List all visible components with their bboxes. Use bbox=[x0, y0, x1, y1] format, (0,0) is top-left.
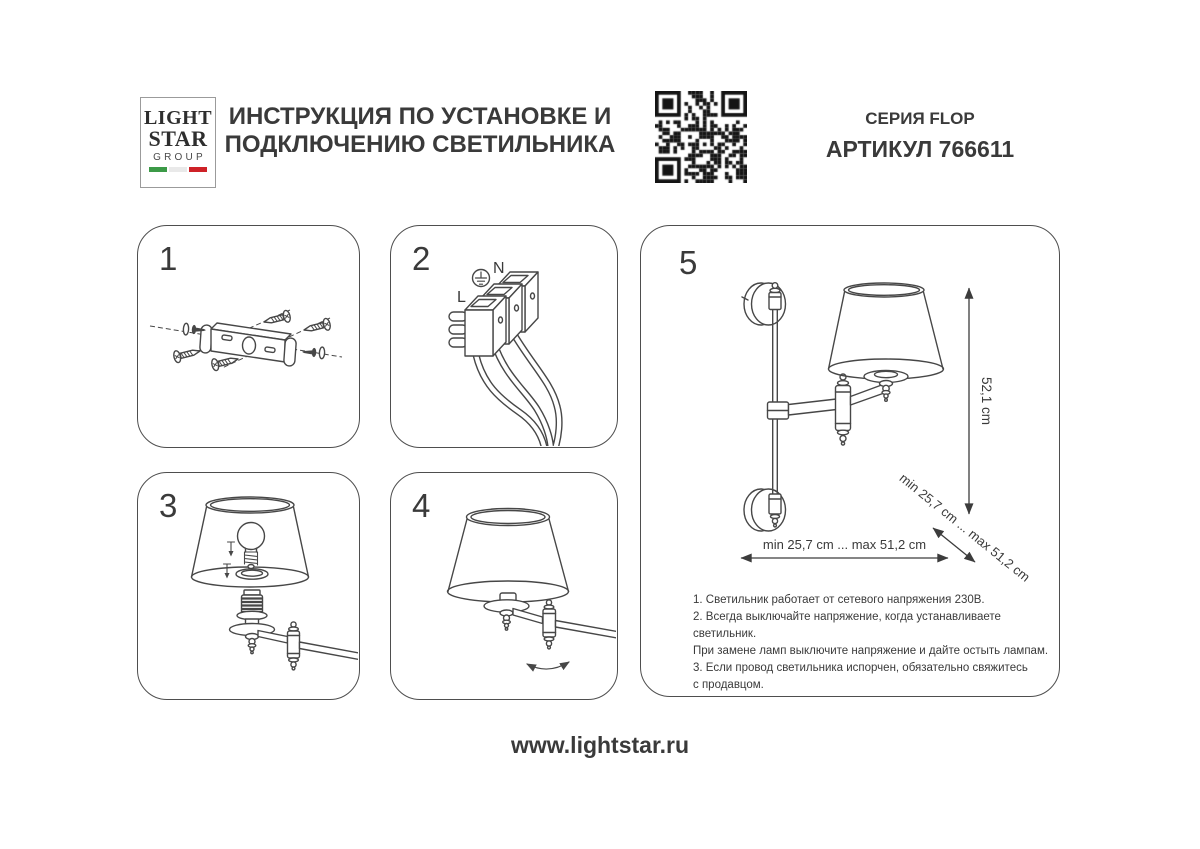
note-line: 1. Светильник работает от сетевого напряжения 230В. bbox=[693, 594, 985, 606]
hinge-post bbox=[543, 600, 556, 649]
shade-ring bbox=[236, 569, 268, 579]
arm-reach-dimension bbox=[897, 470, 1033, 584]
website-url: www.lightstar.ru bbox=[510, 732, 690, 758]
step-2-number: 2 bbox=[412, 240, 431, 277]
italian-flag-stripe bbox=[149, 167, 207, 172]
earth-ground-icon bbox=[473, 270, 490, 287]
flag-red-segment bbox=[189, 167, 207, 172]
right-anchor-bolt bbox=[302, 346, 325, 359]
first-arm bbox=[789, 399, 837, 415]
width-dimension-label: min 25,7 cm ... max 51,2 cm bbox=[762, 537, 927, 552]
step-4-panel bbox=[390, 472, 618, 700]
note-line: с продавцом. bbox=[693, 679, 764, 691]
flag-white-segment bbox=[169, 167, 187, 172]
wall-arm bbox=[556, 621, 617, 639]
lamp-shade bbox=[829, 283, 944, 379]
step-3-number: 3 bbox=[159, 487, 178, 524]
qr-code bbox=[655, 91, 747, 183]
live-wire-label: L bbox=[457, 289, 466, 306]
insert-direction-arrows bbox=[224, 542, 235, 579]
bulb-installation-diagram bbox=[138, 473, 358, 698]
bracket-mounting-diagram bbox=[138, 226, 358, 446]
step-5-number: 5 bbox=[679, 244, 698, 281]
step-3-panel bbox=[137, 472, 360, 700]
height-dimension-label: 52,1 cm bbox=[979, 376, 994, 426]
step-4-number: 4 bbox=[412, 487, 431, 524]
lamp-shade bbox=[448, 509, 569, 603]
threaded-socket bbox=[237, 590, 267, 626]
safety-notes bbox=[693, 592, 1053, 694]
hinge-post bbox=[288, 622, 300, 670]
flag-green-segment bbox=[149, 167, 167, 172]
terminal-block-diagram bbox=[391, 226, 616, 446]
logo-word-star: STAR bbox=[148, 126, 208, 151]
note-line: 3. Если провод светильника испорчен, обязательно свяжитесь bbox=[693, 662, 1028, 674]
arm-reach-dimension-label: min 25,7 cm ... max 51,2 cm bbox=[896, 470, 1033, 585]
neutral-wire-label: N bbox=[493, 260, 505, 277]
article-number: АРТИКУЛ 766611 bbox=[825, 136, 1015, 162]
series-label: СЕРИЯ FLOP bbox=[865, 109, 975, 128]
title-line-1: ИНСТРУКЦИЯ ПО УСТАНОВКЕ И bbox=[228, 103, 612, 130]
wall-arm bbox=[300, 642, 359, 660]
height-dimension bbox=[969, 288, 994, 514]
swing-arm bbox=[513, 609, 543, 624]
logo-word-group: GROUP bbox=[153, 152, 206, 163]
shade-assembly-diagram bbox=[391, 473, 616, 698]
step-1-number: 1 bbox=[159, 240, 178, 277]
note-line: При замене ламп выключите напряжение и дайте остыть лампам. bbox=[693, 645, 1049, 657]
hinge-post bbox=[836, 374, 851, 445]
light-bulb bbox=[238, 523, 265, 569]
page-title bbox=[220, 103, 620, 159]
step-2-panel bbox=[390, 225, 618, 448]
step-1-panel bbox=[137, 225, 360, 448]
width-dimension bbox=[741, 537, 948, 558]
logo-word-light: LIGHT bbox=[143, 107, 213, 129]
note-line: 2. Всегда выключайте напряжение, когда устанавливаете светильник. bbox=[693, 611, 1001, 640]
lightstar-logo bbox=[140, 97, 216, 188]
step-5-panel bbox=[640, 225, 1060, 697]
rotation-arrow bbox=[527, 662, 569, 669]
title-line-2: ПОДКЛЮЧЕНИЮ СВЕТИЛЬНИКА bbox=[224, 131, 616, 158]
